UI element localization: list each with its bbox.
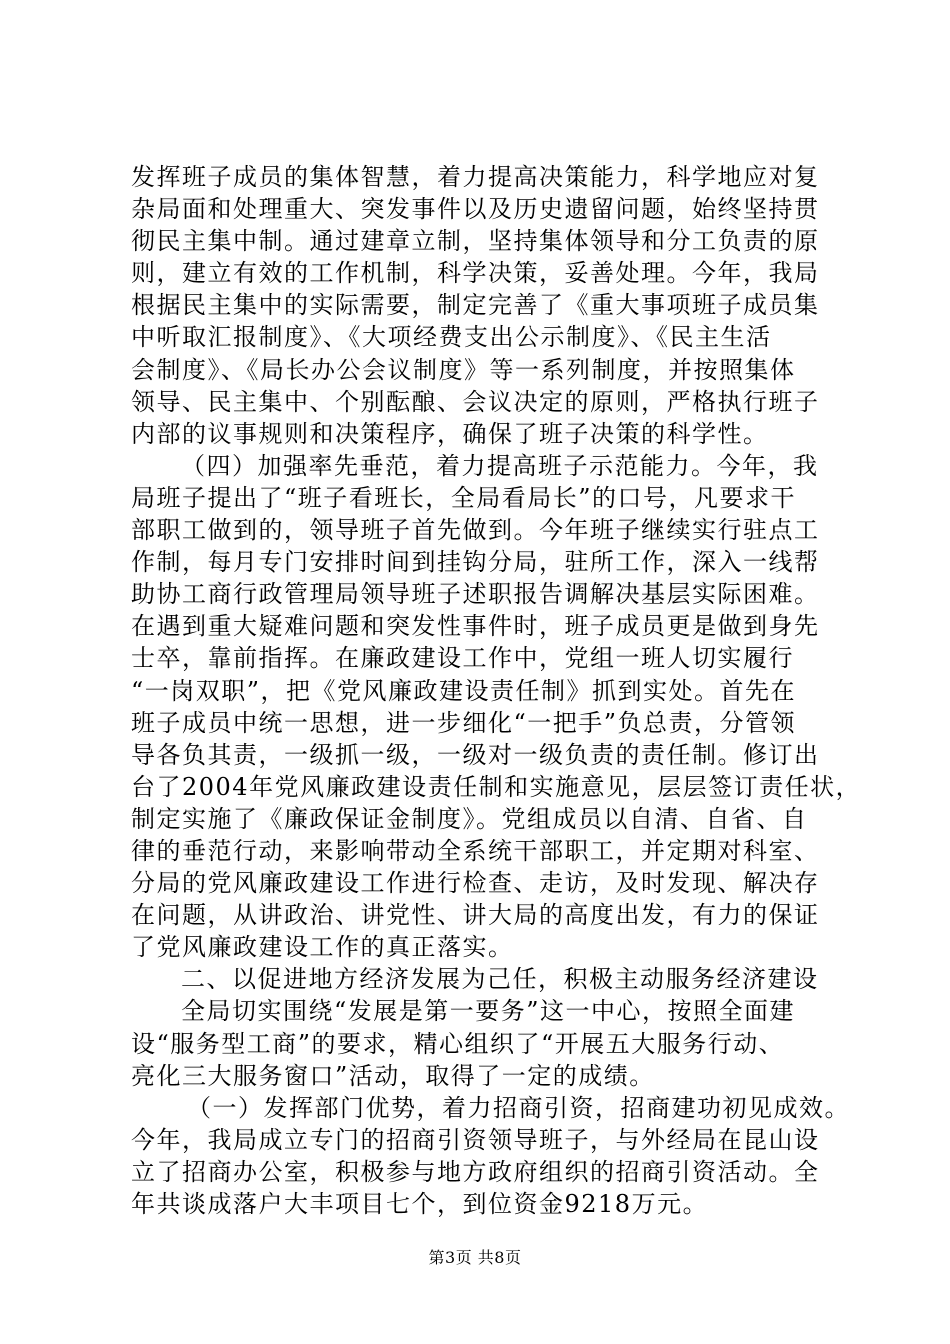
text-line: 律的垂范行动，来影响带动全系统干部职工，并定期对科室、 bbox=[131, 836, 820, 865]
text-line: 彻民主集中制。通过建章立制，坚持集体领导和分工负责的原 bbox=[131, 227, 820, 256]
page-footer bbox=[0, 1245, 950, 1268]
text-line: 制定实施了《廉政保证金制度》。党组成员以自清、自省、自 bbox=[131, 804, 808, 833]
text-line: 今年，我局成立专门的招商引资领导班子，与外经局在昆山设 bbox=[131, 1125, 820, 1154]
text-line: 士卒，靠前指挥。在廉政建设工作中，党组一班人切实履行 bbox=[131, 644, 794, 673]
text-line: （一）发挥部门优势，着力招商引资，招商建功初见成效。 bbox=[187, 1093, 850, 1122]
text-line: 设“服务型工商”的要求，精心组织了“开展五大服务行动、 bbox=[131, 1029, 785, 1058]
text-line: 领导、民主集中、个别酝酿、会议决定的原则，严格执行班子 bbox=[131, 387, 820, 416]
text-line: 在遇到重大疑难问题和突发性事件时，班子成员更是做到身先 bbox=[131, 612, 820, 641]
text-line: 亮化三大服务窗口”活动，取得了一定的成绩。 bbox=[131, 1061, 655, 1090]
text-line: 全局切实围绕“发展是第一要务”这一中心，按照全面建 bbox=[181, 997, 796, 1026]
text-line: 局班子提出了“班子看班长，全局看局长”的口号，凡要求干 bbox=[131, 483, 797, 512]
text-line: 台了2004年党风廉政建设责任制和实施意见，层层签订责任状， bbox=[131, 772, 862, 801]
text-line: 班子成员中统一思想，进一步细化“一把手”负总责，分管领 bbox=[131, 708, 797, 737]
text-line: 发挥班子成员的集体智慧，着力提高决策能力，科学地应对复 bbox=[131, 163, 820, 191]
text-line: （四）加强率先垂范，着力提高班子示范能力。今年，我 bbox=[181, 451, 819, 480]
text-line: 了党风廉政建设工作的真正落实。 bbox=[131, 933, 514, 962]
text-line: 年共谈成落户大丰项目七个，到位资金9218万元。 bbox=[131, 1190, 709, 1218]
text-line: 部职工做到的，领导班子首先做到。今年班子继续实行驻点工 bbox=[131, 516, 820, 545]
text-line: 内部的议事规则和决策程序，确保了班子决策的科学性。 bbox=[131, 419, 769, 448]
body-text bbox=[131, 161, 862, 1220]
text-line: 则，建立有效的工作机制，科学决策，妥善处理。今年，我局 bbox=[131, 259, 820, 288]
text-line: “一岗双职”，把《党风廉政建设责任制》抓到实处。首先在 bbox=[131, 676, 797, 705]
text-line: 杂局面和处理重大、突发事件以及历史遗留问题，始终坚持贯 bbox=[131, 195, 820, 224]
section-heading: 二、以促进地方经济发展为己任，积极主动服务经济建设 bbox=[181, 965, 819, 994]
text-line: 在问题，从讲政治、讲党性、讲大局的高度出发，有力的保证 bbox=[131, 901, 820, 930]
text-line: 分局的党风廉政建设工作进行检查、走访，及时发现、解决存 bbox=[131, 869, 820, 898]
text-line: 中听取汇报制度》、《大项经费支出公示制度》、《民主生活 bbox=[131, 323, 772, 352]
text-line: 导各负其责，一级抓一级，一级对一级负责的责任制。修订出 bbox=[131, 740, 820, 769]
text-line: 助协工商行政管理局领导班子述职报告调解决基层实际困难。 bbox=[131, 580, 820, 609]
page-number: 第3页 共8页 bbox=[428, 1248, 522, 1267]
text-line: 会制度》、《局长办公会议制度》等一系列制度，并按照集体 bbox=[131, 355, 796, 384]
text-line: 根据民主集中的实际需要，制定完善了《重大事项班子成员集 bbox=[131, 291, 820, 320]
text-line: 立了招商办公室，积极参与地方政府组织的招商引资活动。全 bbox=[131, 1157, 820, 1186]
text-line: 作制，每月专门安排时间到挂钩分局，驻所工作，深入一线帮 bbox=[131, 548, 820, 577]
